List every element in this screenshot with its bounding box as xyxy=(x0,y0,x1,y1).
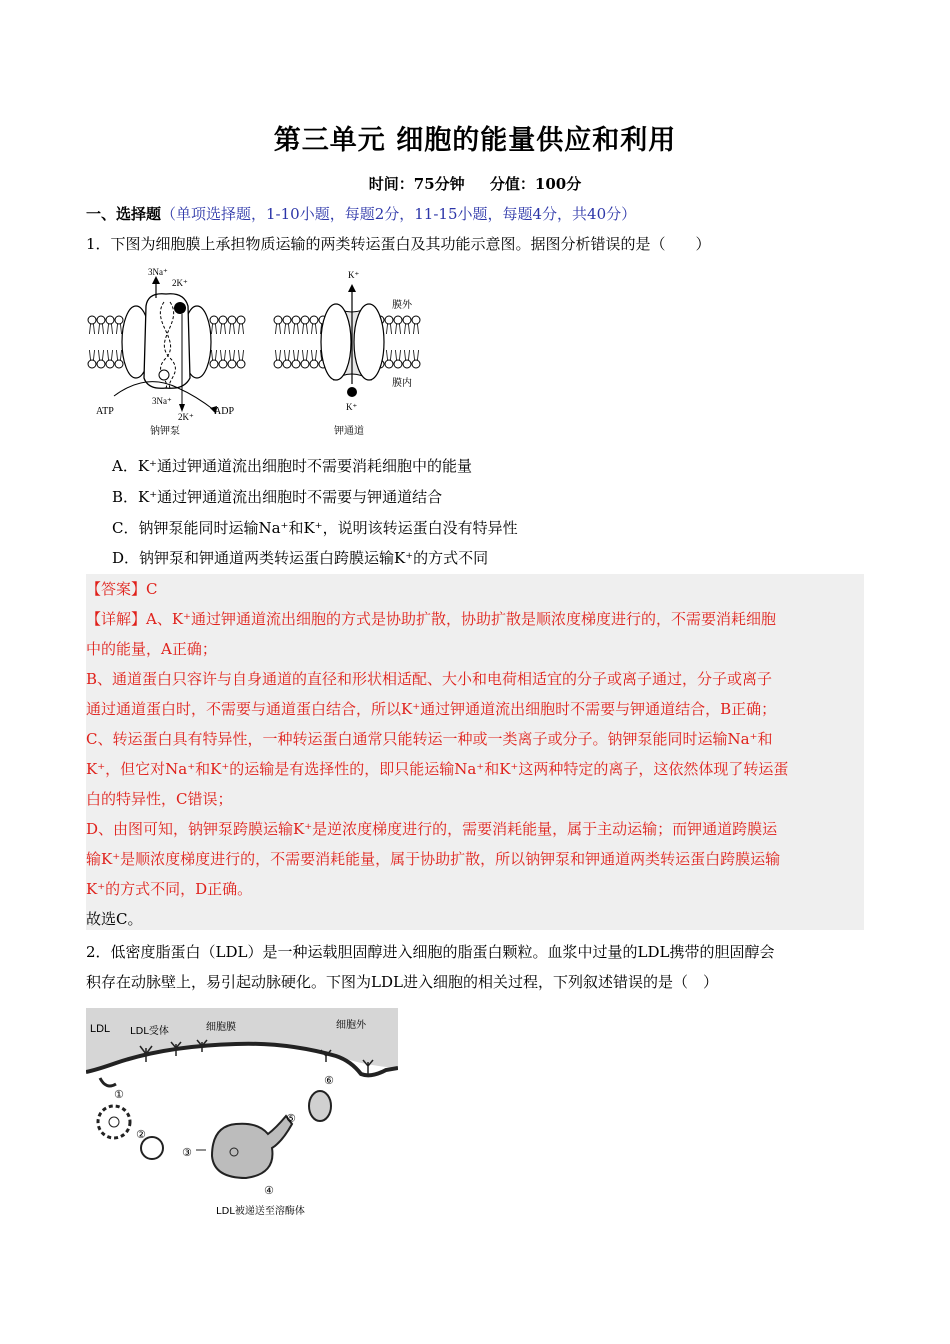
transport-protein-figure xyxy=(86,262,436,440)
question-2-stem-line-1: 2．低密度脂蛋白（LDL）是一种运载胆固醇进入细胞的脂蛋白颗粒。血浆中过量的LDL携带的胆固醇会 xyxy=(86,943,775,961)
detail-line-6: K⁺，但它对Na⁺和K⁺的运输是有选择性的，即只能运输Na⁺和K⁺这两种特定的离子，这依然体现了转运蛋 xyxy=(86,760,789,778)
step-4-label: ④ xyxy=(264,1184,274,1197)
detail-line-3: B、通道蛋白只容许与自身通道的直径和形状相适配、大小和电荷相适宜的分子或离子通过，分子或离子 xyxy=(86,670,773,688)
step-1-label: ① xyxy=(114,1088,124,1101)
atp-label: ATP xyxy=(96,406,114,417)
outside-cell-label: 细胞外 xyxy=(336,1020,366,1031)
exam-time: 时间：75分钟 xyxy=(368,175,465,193)
detail-line-7: 白的特异性，C错误； xyxy=(86,790,233,808)
step-5-label: ⑤ xyxy=(286,1112,296,1125)
outside-label: 膜外 xyxy=(392,300,412,311)
ldl-endocytosis-figure xyxy=(86,1008,398,1224)
inside-label: 膜内 xyxy=(392,378,412,389)
pump-bottom-na-label: 3Na⁺ xyxy=(152,396,172,406)
adp-label: ADP xyxy=(214,406,235,417)
question-1-option-c: C．钠钾泵能同时运输Na⁺和K⁺，说明该转运蛋白没有特异性 xyxy=(112,519,518,537)
detail-line-5: C、转运蛋白具有特异性，一种转运蛋白通常只能转运一种或一类离子或分子。钠钾泵能同时运输Na⁺和 xyxy=(86,730,773,748)
receptor-label: LDL受体 xyxy=(130,1026,169,1037)
question-2-stem-line-2: 积存在动脉壁上，易引起动脉硬化。下图为LDL进入细胞的相关过程，下列叙述错误的是（ ） xyxy=(86,973,718,991)
question-1-stem: 1．下图为细胞膜上承担物质运输的两类转运蛋白及其功能示意图。据图分析错误的是（ ） xyxy=(86,235,711,253)
pump-top-k-label: 2K⁺ xyxy=(172,278,188,288)
detail-line-10: K⁺的方式不同，D正确。 xyxy=(86,880,253,898)
detail-line-9: 输K⁺是顺浓度梯度进行的，不需要消耗能量，属于协助扩散，所以钠钾泵和钾通道两类转运蛋白跨膜运输 xyxy=(86,850,781,868)
ldl-label: LDL xyxy=(90,1023,111,1035)
pump-top-na-label: 3Na⁺ xyxy=(148,267,168,277)
channel-caption: 钾通道 xyxy=(334,426,364,437)
figure-caption: LDL被递送至溶酶体 xyxy=(216,1206,305,1217)
detail-line-2: 中的能量，A正确； xyxy=(86,640,217,658)
channel-bottom-k-label: K⁺ xyxy=(346,402,358,412)
exam-meta xyxy=(0,173,950,194)
conclusion-line: 故选C。 xyxy=(86,910,143,928)
section-note: （单项选择题，1-10小题，每题2分，11-15小题，每题4分，共40分） xyxy=(161,205,637,223)
step-6-label: ⑥ xyxy=(324,1074,334,1087)
question-1-option-d: D．钠钾泵和钾通道两类转运蛋白跨膜运输K⁺的方式不同 xyxy=(112,549,489,567)
section-heading xyxy=(86,203,636,224)
channel-top-k-label: K⁺ xyxy=(348,270,360,280)
pump-bottom-k-label: 2K⁺ xyxy=(178,412,194,422)
step-2-label: ② xyxy=(136,1128,146,1141)
answer-box xyxy=(86,574,864,930)
question-1-option-a: A．K⁺通过钾通道流出细胞时不需要消耗细胞中的能量 xyxy=(112,457,472,475)
detail-line-4: 通过通道蛋白时，不需要与通道蛋白结合，所以K⁺通过钾通道流出细胞时不需要与钾通道结合，B正确； xyxy=(86,700,777,718)
membrane-label: 细胞膜 xyxy=(206,1022,236,1033)
detail-line-1: 【详解】A、K⁺通过钾通道流出细胞的方式是协助扩散，协助扩散是顺浓度梯度进行的，不需要消耗细胞 xyxy=(86,610,776,628)
pump-caption: 钠钾泵 xyxy=(150,426,180,437)
exam-score: 分值：100分 xyxy=(489,175,582,193)
answer-line: 【答案】C xyxy=(86,580,158,598)
question-1-option-b: B．K⁺通过钾通道流出细胞时不需要与钾通道结合 xyxy=(112,488,443,506)
step-3-label: ③ xyxy=(182,1146,192,1159)
detail-line-8: D、由图可知，钠钾泵跨膜运输K⁺是逆浓度梯度进行的，需要消耗能量，属于主动运输；而钾通道跨膜运 xyxy=(86,820,778,838)
page-title: 第三单元 细胞的能量供应和利用 xyxy=(273,125,677,156)
section-label: 一、选择题 xyxy=(86,205,162,223)
